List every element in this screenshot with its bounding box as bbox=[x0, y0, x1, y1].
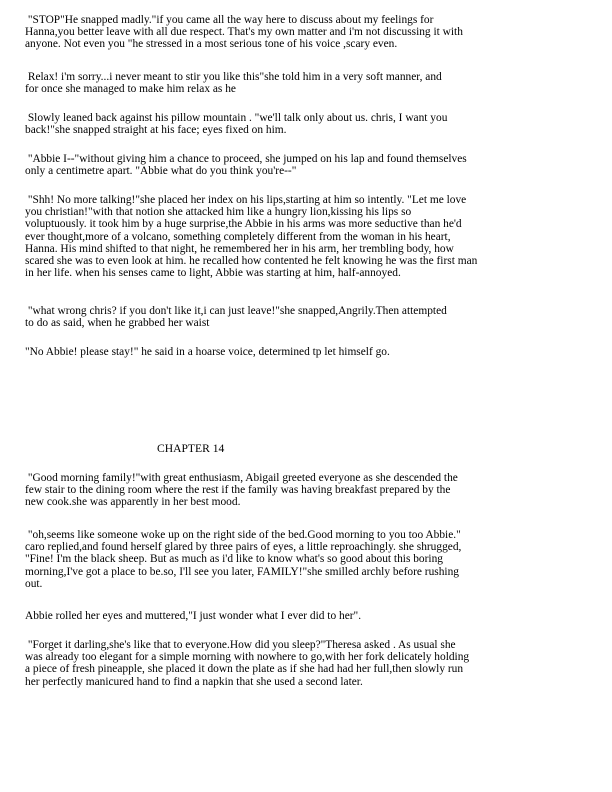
text-line: Slowly leaned back against his pillow mountain . "we'll talk only about us. chris, I want you bbox=[25, 112, 448, 124]
text-line: her perfectly manicured hand to find a napkin that she used a second later. bbox=[25, 675, 363, 688]
text-line: out. bbox=[25, 577, 43, 590]
text-line: "Shh! No more talking!"she placed her index on his lips,starting at him so intently. "Let me love bbox=[25, 194, 467, 206]
text-line: anyone. Not even you "he stressed in a most serious tone of his voice ,scary even. bbox=[25, 38, 398, 51]
paragraph-11 bbox=[25, 639, 495, 688]
text-line: "Good morning family!"with great enthusiasm, Abigail greeted everyone as she descended the bbox=[25, 472, 458, 484]
text-line: Relax! i'm sorry...i never meant to stir you like this"she told him in a very soft manner, and bbox=[25, 71, 442, 83]
paragraph-2 bbox=[25, 71, 495, 95]
paragraph-7 bbox=[25, 346, 495, 358]
text-line: "Abbie I--"without giving him a chance to proceed, she jumped on his lap and found themselves bbox=[25, 153, 467, 165]
text-line: a piece of fresh pineapple, she placed it down the plate as if she had had her full,then slowly run bbox=[25, 663, 464, 676]
text-line: you christian!"with that notion she attacked him like a hungry lion,kissing his lips so bbox=[25, 206, 412, 219]
text-line: caro replied,and found herself glared by three pairs of eyes, a little reproachingly. she shrugged, bbox=[25, 541, 462, 554]
paragraph-10 bbox=[25, 610, 495, 622]
paragraph-6 bbox=[25, 305, 495, 329]
text-line: "No Abbie! please stay!" he said in a hoarse voice, determined tp let himself go. bbox=[25, 346, 390, 358]
text-line: Hanna. His mind shifted to that night, he remembered her in his arm, her trembling body, how bbox=[25, 242, 454, 255]
paragraph-1 bbox=[25, 14, 495, 51]
text-line: few stair to the dining room where the rest if the family was having breakfast prepared by the bbox=[25, 484, 451, 497]
paragraph-4 bbox=[25, 153, 495, 177]
paragraph-5 bbox=[25, 194, 495, 279]
text-line: "what wrong chris? if you don't like it,i can just leave!"she snapped,Angrily.Then attempted bbox=[25, 305, 447, 317]
chapter-heading: CHAPTER 14 bbox=[157, 442, 225, 455]
text-line: back!"she snapped straight at his face; eyes fixed on him. bbox=[25, 124, 287, 137]
text-line: morning,I've got a place to be.so, I'll see you later, FAMILY!"she smilled archly before rushing bbox=[25, 565, 459, 578]
text-line: Hanna,you better leave with all due respect. That's my own matter and i'm not discussing it with bbox=[25, 26, 463, 39]
text-line: Abbie rolled her eyes and muttered,"I just wonder what I ever did to her". bbox=[25, 610, 362, 622]
text-line: new cook.she was apparently in her best mood. bbox=[25, 496, 241, 509]
text-line: was already too elegant for a simple morning with nowhere to go,with her fork delicately holding bbox=[25, 651, 470, 664]
text-line: voluptuously. it took him by a huge surprise,the Abbie in his arms was more seductive than he'd bbox=[25, 218, 462, 231]
text-line: for once she managed to make him relax as he bbox=[25, 83, 236, 96]
paragraph-3 bbox=[25, 112, 495, 136]
text-line: ever thought,more of a volcano, something completely different from the woman in his heart, bbox=[25, 230, 451, 243]
paragraph-8 bbox=[25, 472, 495, 509]
text-line: "Forget it darling,she's like that to everyone.How did you sleep?"Theresa asked . As usual she bbox=[25, 639, 456, 651]
text-line: only a centimetre apart. "Abbie what do you think you're--" bbox=[25, 165, 297, 178]
text-line: "STOP"He snapped madly."if you came all the way here to discuss about my feelings for bbox=[25, 14, 434, 26]
text-line: "Fine! I'm the black sheep. But as much as i'd like to know what's so good about this boring bbox=[25, 553, 443, 566]
text-line: to do as said, when he grabbed her waist bbox=[25, 317, 210, 330]
text-line: "oh,seems like someone woke up on the right side of the bed.Good morning to you too Abbie." bbox=[25, 529, 461, 541]
text-line: scared she was to even look at him. he recalled how contented he felt knowing he was the first man bbox=[25, 255, 478, 268]
paragraph-9 bbox=[25, 529, 495, 590]
text-line: in her life. when his senses came to light, Abbie was starting at him, half-annoyed. bbox=[25, 267, 401, 280]
